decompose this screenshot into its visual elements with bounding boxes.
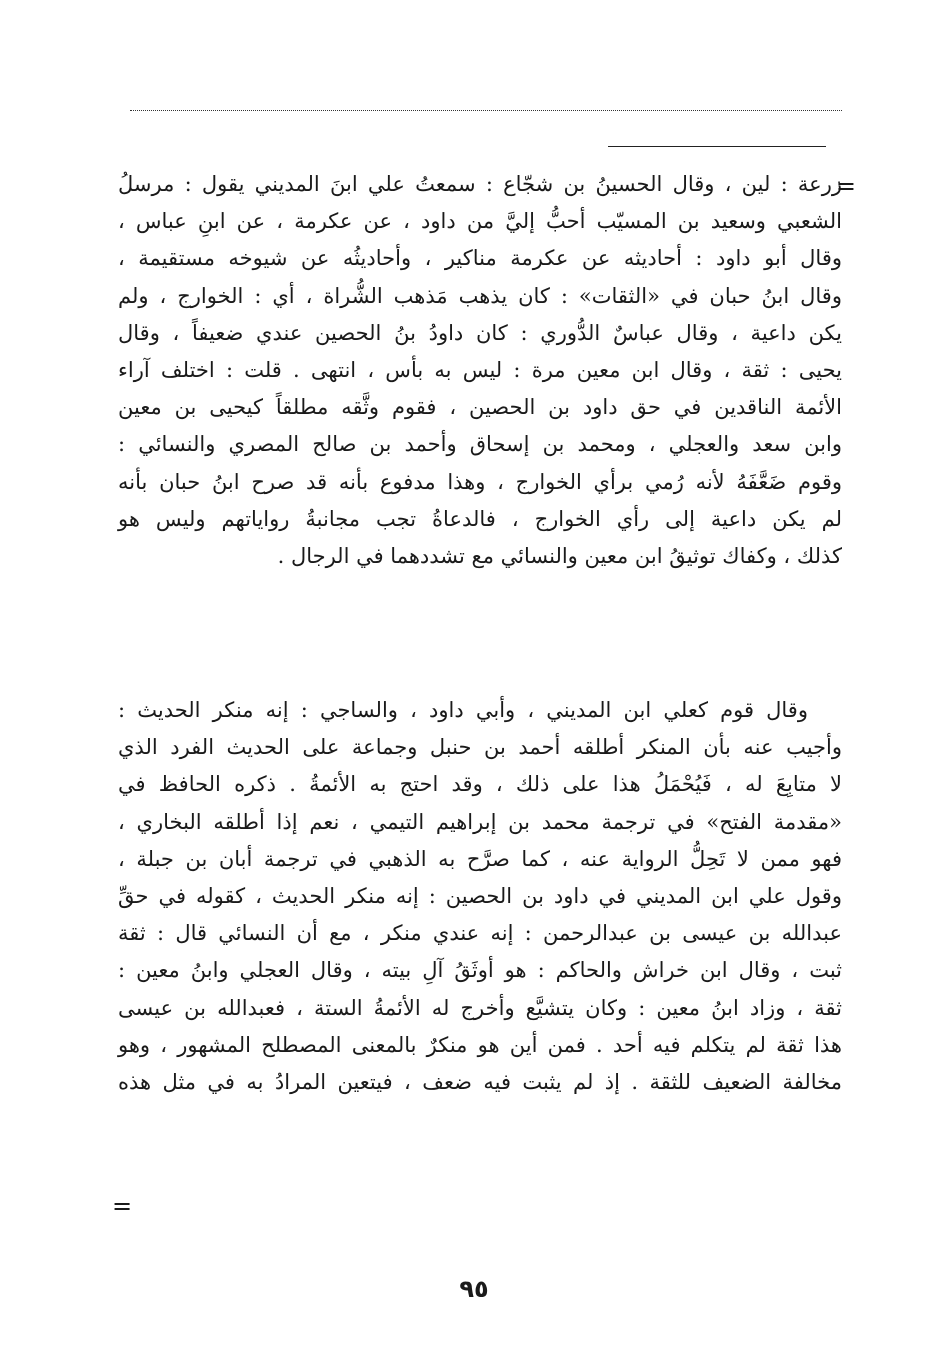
text-line: الشعبي وسعيد بن المسيّب أحبُّ إليَّ من داود ، عن عكرمة ، عن ابنِ عباس ، — [118, 209, 842, 234]
text-line: لم يكن داعية إلى رأي الخوارج ، فالدعاةُ تجب مجانبةُ رواياتهم وليس هو — [118, 506, 842, 531]
text-line: وابن سعد والعجلي ، ومحمد بن إسحاق وأحمد بن صالح المصري والنسائي : — [118, 432, 842, 457]
text-line: يكن داعية ، وقال عباسٌ الدُّوري : كان داودُ بنُ الحصين عندي ضعيفاً ، وقال — [118, 320, 842, 345]
text-line: فهو ممن لا تَحِلُّ الرواية عنه ، كما صرَّح به الذهبي في ترجمة أبان بن جبلة ، — [118, 846, 842, 871]
text-line: ثقة ، وزاد ابنُ معين : وكان يتشيَّع وأخرج له الأئمةُ الستة ، فعبدالله بن عيسى — [118, 995, 842, 1020]
text-line: «مقدمة الفتح» في ترجمة محمد بن إبراهيم التيمي ، نعم إذا أطلقه البخاري ، — [118, 809, 842, 834]
text-line: يحيى : ثقة ، وقال ابن معين مرة : ليس به بأس ، انتهى . قلت : اختلف آراء — [118, 358, 842, 383]
footnote-separator-rule — [608, 146, 826, 147]
text-line: عبدالله بن عيسى بن عبدالرحمن : إنه عندي منكر ، مع أن النسائي قال : ثقة — [118, 921, 842, 946]
continuation-mark-start: = — [835, 172, 856, 200]
text-line: الأئمة الناقدين في حق داود بن الحصين ، فقوم وثَّقه مطلقاً كيحيى بن معين — [118, 395, 842, 420]
continuation-mark-end: = — [112, 1192, 133, 1220]
header-dotted-rule — [130, 110, 842, 111]
footnote-paragraph-2 — [118, 692, 842, 1101]
text-line: وأجيب عنه بأن المنكر أطلقه أحمد بن حنبل وجماعة على الحديث الفرد الذي — [118, 735, 842, 760]
text-line: مخالفة الضعيف للثقة . إذ لم يثبت فيه ضعف ، فيتعين المرادُ به في مثل هذه — [118, 1070, 842, 1095]
text-line: كذلك ، وكفاك توثيقُ ابن معين والنسائي مع تشددهما في الرجال . — [277, 544, 842, 569]
text-line: ثبت ، وقال ابن خراش والحاكم : هو أوثَقُ آلِ بيته ، وقال العجلي وابنُ معين : — [118, 958, 842, 983]
text-line: وقال أبو داود : أحاديثه عن عكرمة مناكير ، وأحاديثُه عن شيوخه مستقيمة ، — [118, 246, 842, 271]
text-line: وقوم ضَعَّفَهُ لأنه رُمي برأي الخوارج ، وهذا مدفوع بأنه قد صرح ابنُ حبان بأنه — [118, 469, 842, 494]
text-line: وقال ابنُ حبان في «الثقات» : كان يذهب مَذهب الشُّراة ، أي : الخوارج ، ولم — [118, 283, 842, 308]
text-line: وقول علي ابن المديني في داود بن الحصين : إنه منكر الحديث ، كقوله في حقِّ — [118, 884, 842, 909]
text-line: وقال قوم كعلي ابن المديني ، وأبي داود ، والساجي : إنه منكر الحديث : — [118, 698, 808, 722]
footnote-paragraph-1 — [118, 166, 842, 575]
text-line: هذا ثقة لم يتكلم فيه أحد . فمن أين هو منكرٌ بالمعنى المصطلح المشهور ، وهو — [118, 1032, 842, 1057]
text-line: لا متابِعَ له ، فَيُحْمَلُ هذا على ذلك ، وقد احتج به الأئمةُ . ذكره الحافظ في — [118, 772, 842, 797]
text-line: زرعة : لين ، وقال الحسينُ بن شجّاع : سمعتُ علي ابنَ المديني يقول : مرسلُ — [118, 172, 842, 196]
page-number: ٩٥ — [459, 1275, 489, 1303]
